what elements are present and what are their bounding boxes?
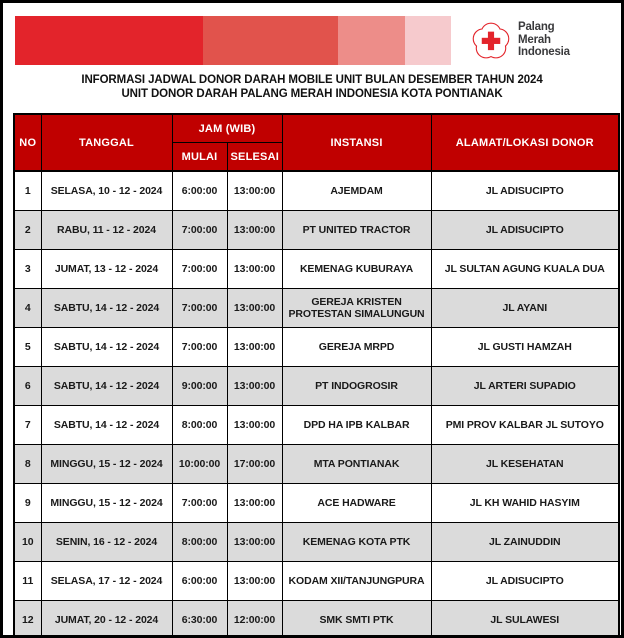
cell-mulai: 8:00:00: [172, 523, 227, 562]
cell-selesai: 12:00:00: [227, 601, 282, 638]
cell-alamat: JL ADISUCIPTO: [431, 562, 619, 601]
cell-no: 10: [14, 523, 41, 562]
cell-tanggal: RABU, 11 - 12 - 2024: [41, 211, 172, 250]
cell-tanggal: SABTU, 14 - 12 - 2024: [41, 289, 172, 328]
cell-instansi: GEREJA MRPD: [282, 328, 431, 367]
cell-mulai: 6:00:00: [172, 171, 227, 211]
table-row: [14, 367, 619, 406]
table-row: [14, 484, 619, 523]
donor-schedule-table: [13, 113, 620, 638]
cell-mulai: 7:00:00: [172, 250, 227, 289]
cell-instansi: PT UNITED TRACTOR: [282, 211, 431, 250]
cell-tanggal: MINGGU, 15 - 12 - 2024: [41, 484, 172, 523]
cell-instansi: MTA PONTIANAK: [282, 445, 431, 484]
table-header: [14, 114, 619, 171]
cell-alamat: JL ADISUCIPTO: [431, 171, 619, 211]
title-line-1: INFORMASI JADWAL DONOR DARAH MOBILE UNIT BULAN DESEMBER TAHUN 2024: [81, 74, 543, 86]
table-body: [14, 171, 619, 638]
cell-tanggal: SENIN, 16 - 12 - 2024: [41, 523, 172, 562]
cell-mulai: 9:00:00: [172, 367, 227, 406]
cell-instansi: AJEMDAM: [282, 171, 431, 211]
wordmark-line-3: Indonesia: [518, 46, 570, 59]
wordmark-line-2: Merah: [518, 33, 551, 46]
cell-selesai: 17:00:00: [227, 445, 282, 484]
cell-no: 9: [14, 484, 41, 523]
cell-selesai: 13:00:00: [227, 328, 282, 367]
cell-tanggal: SELASA, 10 - 12 - 2024: [41, 171, 172, 211]
cell-mulai: 7:00:00: [172, 484, 227, 523]
table-row: [14, 328, 619, 367]
cell-selesai: 13:00:00: [227, 211, 282, 250]
table-row: [14, 289, 619, 328]
col-header-jam-group: JAM (WIB): [172, 114, 282, 143]
cell-no: 5: [14, 328, 41, 367]
cell-instansi: SMK SMTI PTK: [282, 601, 431, 638]
cell-instansi: DPD HA IPB KALBAR: [282, 406, 431, 445]
col-header-instansi: INSTANSI: [282, 114, 431, 171]
cell-instansi: KODAM XII/TANJUNGPURA: [282, 562, 431, 601]
table-row: [14, 211, 619, 250]
cell-no: 12: [14, 601, 41, 638]
cell-mulai: 10:00:00: [172, 445, 227, 484]
col-header-no: NO: [14, 114, 41, 171]
cell-tanggal: SABTU, 14 - 12 - 2024: [41, 367, 172, 406]
bar-segment-2: [203, 16, 338, 65]
cell-no: 11: [14, 562, 41, 601]
cell-alamat: JL ADISUCIPTO: [431, 211, 619, 250]
col-header-tanggal: TANGGAL: [41, 114, 172, 171]
cell-instansi: KEMENAG KOTA PTK: [282, 523, 431, 562]
cell-selesai: 13:00:00: [227, 562, 282, 601]
cell-mulai: 6:00:00: [172, 562, 227, 601]
cell-alamat: JL ZAINUDDIN: [431, 523, 619, 562]
cell-selesai: 13:00:00: [227, 289, 282, 328]
cell-tanggal: JUMAT, 13 - 12 - 2024: [41, 250, 172, 289]
wordmark-line-1: Palang: [518, 21, 555, 34]
cell-selesai: 13:00:00: [227, 171, 282, 211]
banner-gradient-bar: [15, 16, 451, 65]
cell-alamat: JL GUSTI HAMZAH: [431, 328, 619, 367]
cell-alamat: JL AYANI: [431, 289, 619, 328]
cell-alamat: JL SULTAN AGUNG KUALA DUA: [431, 250, 619, 289]
cell-alamat: JL KESEHATAN: [431, 445, 619, 484]
cell-alamat: JL KH WAHID HASYIM: [431, 484, 619, 523]
cell-instansi: ACE HADWARE: [282, 484, 431, 523]
cell-alamat: JL ARTERI SUPADIO: [431, 367, 619, 406]
cell-tanggal: SELASA, 17 - 12 - 2024: [41, 562, 172, 601]
bar-segment-1: [15, 16, 203, 65]
col-header-mulai: MULAI: [172, 143, 227, 172]
cell-tanggal: MINGGU, 15 - 12 - 2024: [41, 445, 172, 484]
bar-segment-4: [405, 16, 451, 65]
cell-no: 3: [14, 250, 41, 289]
cell-tanggal: SABTU, 14 - 12 - 2024: [41, 328, 172, 367]
cell-mulai: 7:00:00: [172, 211, 227, 250]
table-row: [14, 406, 619, 445]
pmi-flower-cross-icon: [469, 17, 513, 63]
cell-selesai: 13:00:00: [227, 250, 282, 289]
bar-segment-3: [338, 16, 405, 65]
table-row: [14, 601, 619, 638]
cell-selesai: 13:00:00: [227, 484, 282, 523]
cell-mulai: 7:00:00: [172, 289, 227, 328]
col-header-selesai: SELESAI: [227, 143, 282, 172]
table-row: [14, 445, 619, 484]
cell-instansi: GEREJA KRISTEN PROTESTAN SIMALUNGUN: [282, 289, 431, 328]
cell-tanggal: JUMAT, 20 - 12 - 2024: [41, 601, 172, 638]
cell-no: 7: [14, 406, 41, 445]
title-line-2: UNIT DONOR DARAH PALANG MERAH INDONESIA KOTA PONTIANAK: [121, 88, 503, 100]
cell-mulai: 8:00:00: [172, 406, 227, 445]
pmi-wordmark: [518, 21, 570, 59]
table-row: [14, 562, 619, 601]
cell-selesai: 13:00:00: [227, 406, 282, 445]
pmi-logo: [469, 17, 570, 63]
cell-instansi: KEMENAG KUBURAYA: [282, 250, 431, 289]
cell-no: 1: [14, 171, 41, 211]
cell-no: 4: [14, 289, 41, 328]
cell-no: 8: [14, 445, 41, 484]
table-row: [14, 171, 619, 211]
cell-tanggal: SABTU, 14 - 12 - 2024: [41, 406, 172, 445]
page-title: [3, 73, 621, 101]
table-row: [14, 523, 619, 562]
cell-alamat: PMI PROV KALBAR JL SUTOYO: [431, 406, 619, 445]
cell-selesai: 13:00:00: [227, 523, 282, 562]
cell-selesai: 13:00:00: [227, 367, 282, 406]
col-header-alamat: ALAMAT/LOKASI DONOR: [431, 114, 619, 171]
cell-no: 2: [14, 211, 41, 250]
cell-no: 6: [14, 367, 41, 406]
cell-mulai: 6:30:00: [172, 601, 227, 638]
cell-instansi: PT INDOGROSIR: [282, 367, 431, 406]
cell-alamat: JL SULAWESI: [431, 601, 619, 638]
table-row: [14, 250, 619, 289]
cell-mulai: 7:00:00: [172, 328, 227, 367]
